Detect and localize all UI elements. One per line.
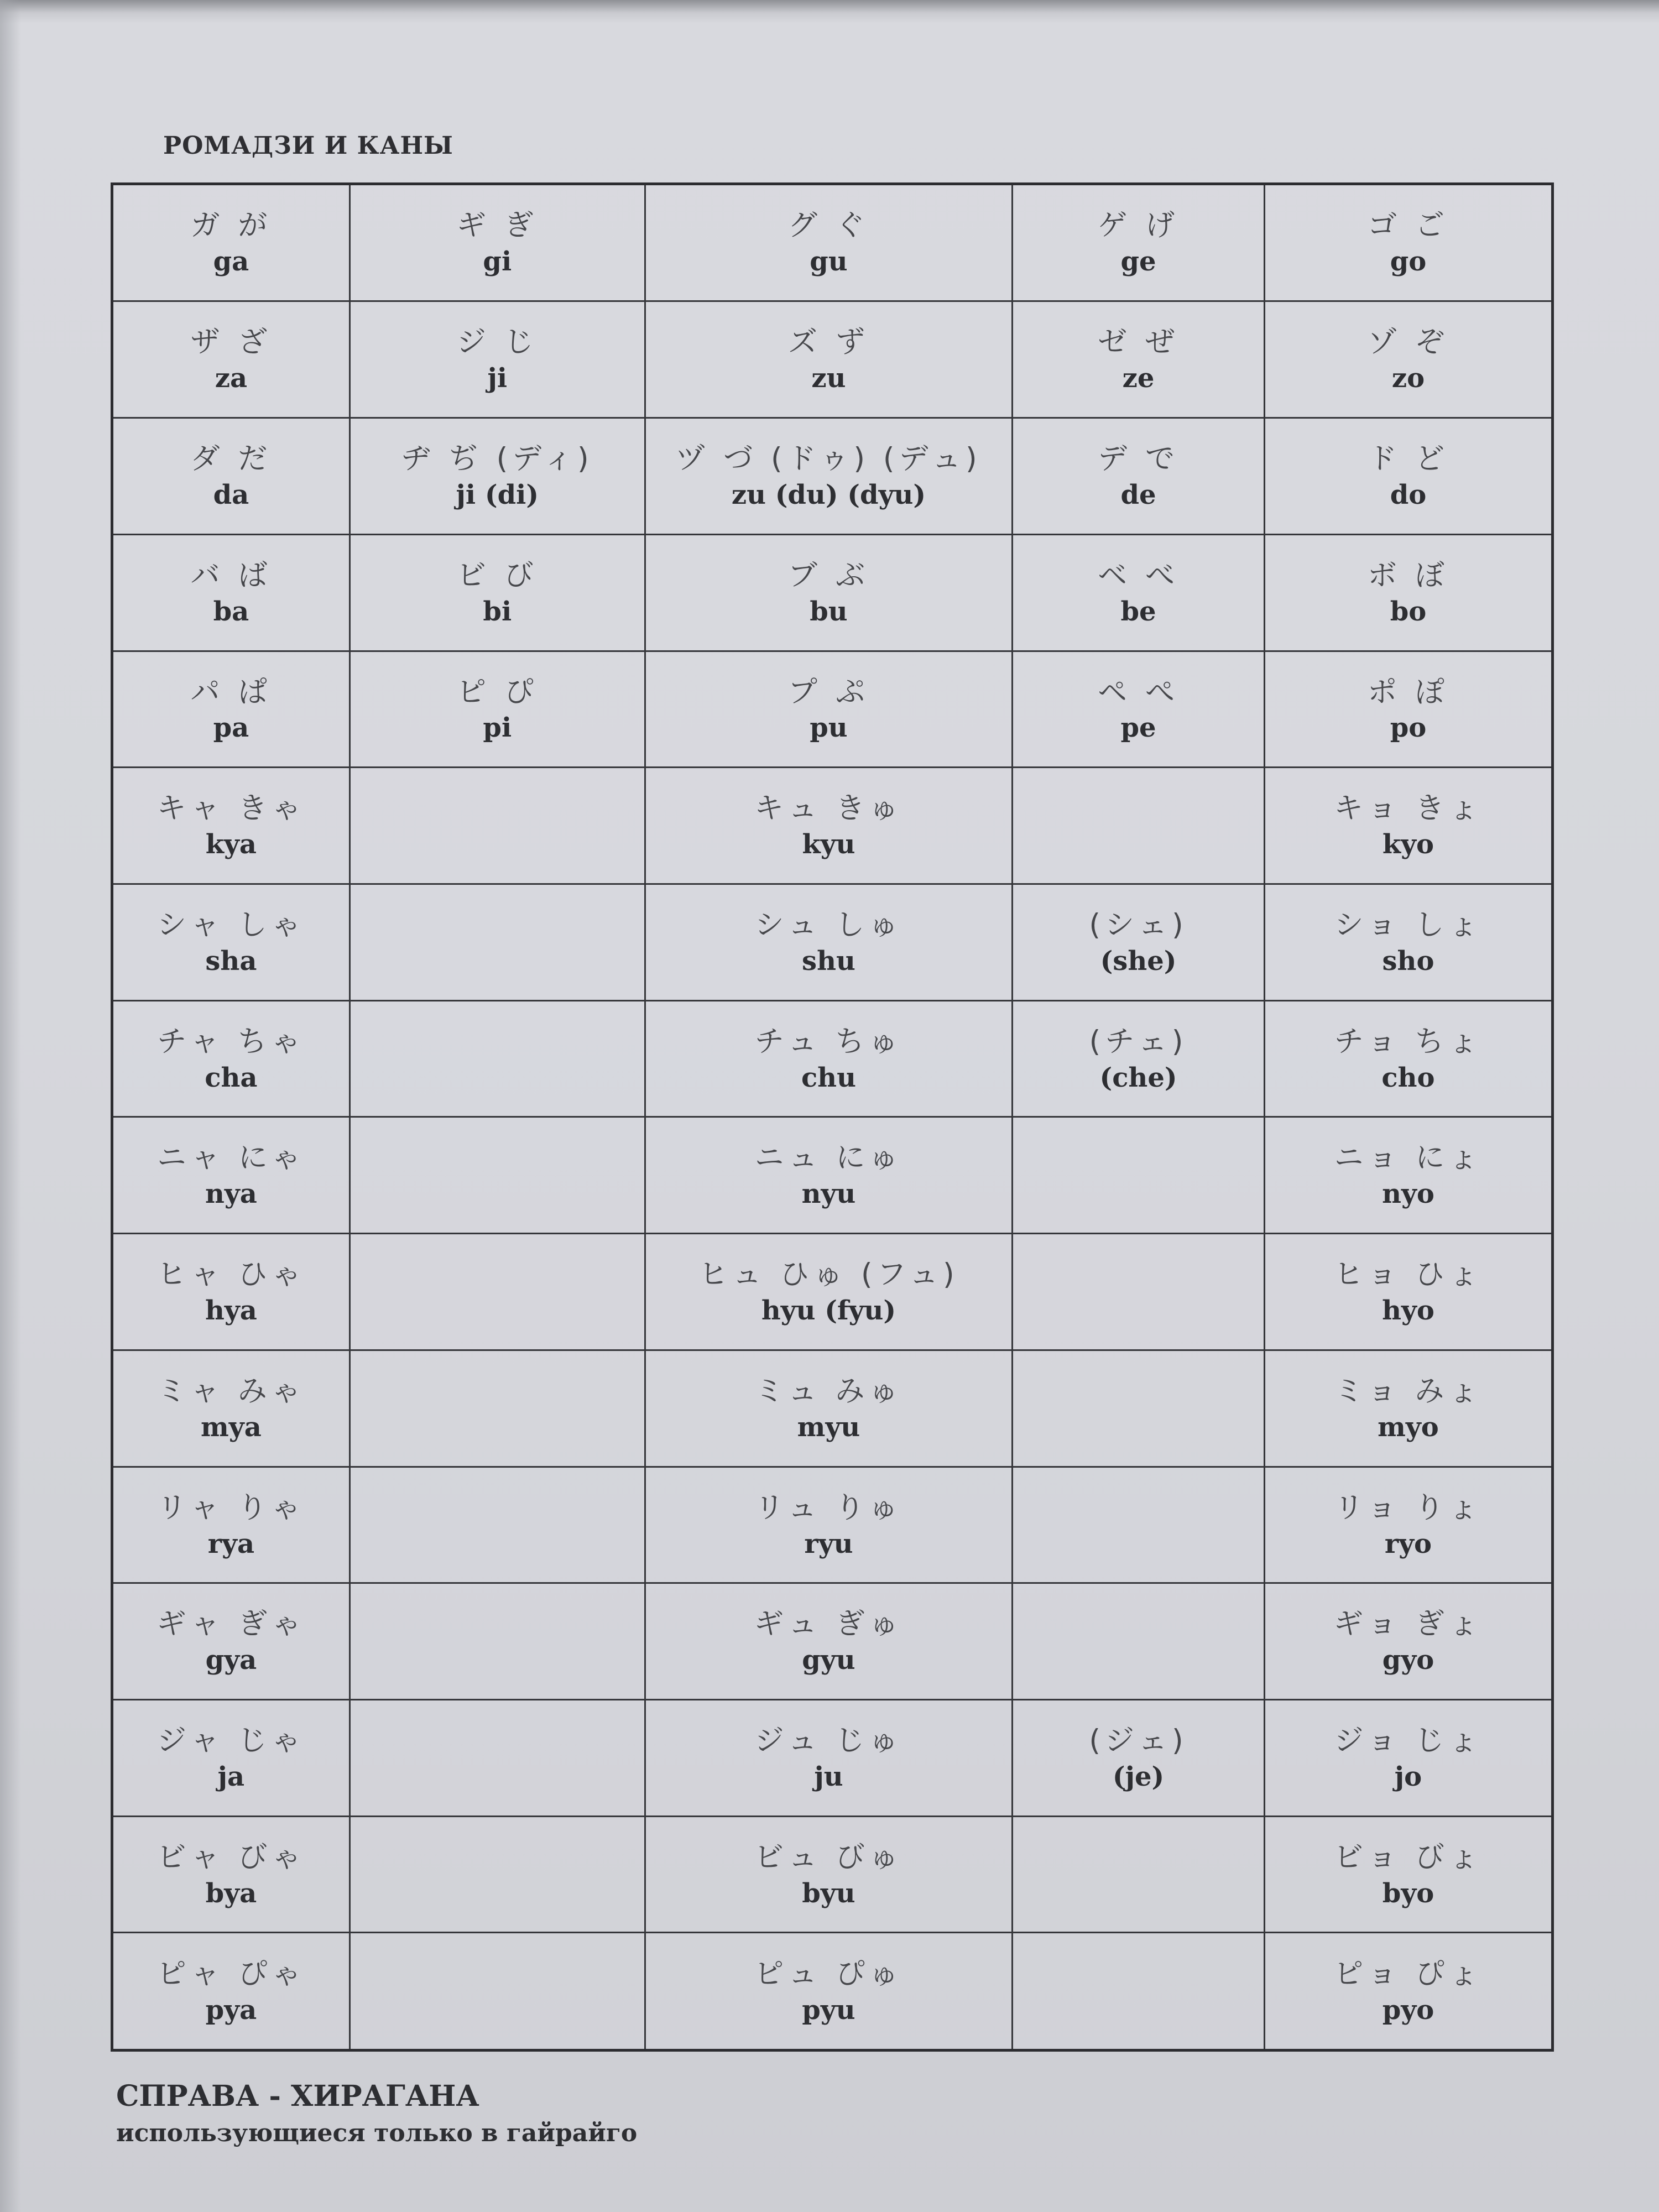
kana-text: ジョ じょ (1334, 1724, 1483, 1758)
romaji-text: gyu (802, 1645, 855, 1676)
table-cell-e-column (1013, 1700, 1265, 1817)
table-cell-a-column (112, 1467, 350, 1583)
table-cell-i-column (349, 651, 645, 768)
romaji-text: pi (483, 712, 512, 744)
kana-text: リュ りゅ (754, 1490, 903, 1525)
romaji-text: gyo (1382, 1645, 1434, 1676)
table-cell-e-column (1013, 301, 1265, 418)
romaji-text: zo (1391, 363, 1425, 394)
kana-text: ピョ ぴょ (1334, 1957, 1483, 1991)
romaji-text: myo (1378, 1411, 1439, 1443)
kana-text: ピャ ぴゃ (156, 1957, 306, 1991)
table-cell-a-column (112, 1816, 350, 1933)
kana-text: ダ だ (190, 442, 272, 476)
table-cell-a-column (112, 1117, 350, 1234)
table-cell-i-column (349, 1234, 645, 1350)
table-cell-o-column (1264, 651, 1552, 768)
romaji-text: go (1390, 246, 1427, 278)
table-cell-o-column (1264, 768, 1552, 884)
table-cell-u-column (645, 768, 1012, 884)
table-cell-u-column (645, 418, 1012, 535)
table-cell-e-column (1013, 1816, 1265, 1933)
romaji-text: hyu (fyu) (761, 1295, 896, 1327)
table-cell-u-column (645, 1583, 1012, 1700)
table-cell-a-column (112, 1583, 350, 1700)
table-cell-o-column (1264, 1000, 1552, 1117)
kana-text: ベ べ (1098, 558, 1179, 592)
page-left-shadow (0, 0, 21, 2212)
kana-text: ジ じ (456, 325, 538, 359)
table-cell-u-column (645, 1234, 1012, 1350)
table-cell-e-column (1013, 884, 1265, 1001)
table-cell-o-column (1264, 1117, 1552, 1234)
table-cell-o-column (1264, 534, 1552, 651)
kana-text: ボ ぼ (1368, 558, 1449, 592)
romaji-text: cha (205, 1062, 258, 1093)
table-cell-u-column (645, 651, 1012, 768)
table-cell-o-column (1264, 1933, 1552, 2051)
kana-text: ミョ みょ (1334, 1374, 1483, 1408)
table-row (112, 1583, 1553, 1700)
table-row (112, 1467, 1553, 1583)
table-cell-a-column (112, 184, 350, 301)
romaji-text: pyu (802, 1994, 855, 2026)
kana-text: グ ぐ (788, 208, 869, 243)
romaji-text: ba (213, 596, 249, 627)
table-row (112, 1234, 1553, 1350)
kana-text: ド ど (1368, 442, 1449, 476)
romaji-text: chu (801, 1062, 856, 1093)
kana-text: ニョ にょ (1334, 1141, 1483, 1175)
kana-text: ビ び (456, 558, 538, 592)
kana-text: ゾ ぞ (1368, 325, 1449, 359)
footer-title: СПРАВА - ХИРАГАНА (116, 2079, 479, 2113)
romaji-text: pu (810, 712, 848, 744)
table-cell-i-column (349, 1000, 645, 1117)
table-cell-i-column (349, 1117, 645, 1234)
kana-text: ビャ びゃ (156, 1840, 306, 1874)
romaji-text: nyo (1382, 1178, 1434, 1210)
kana-text: ゼ ぜ (1098, 325, 1179, 359)
kana-text: バ ば (190, 558, 272, 592)
romaji-text: pya (205, 1994, 257, 2026)
kana-text: リョ りょ (1334, 1490, 1483, 1525)
romaji-text: bi (483, 596, 512, 627)
table-cell-i-column (349, 184, 645, 301)
table-cell-e-column (1013, 418, 1265, 535)
table-cell-e-column (1013, 651, 1265, 768)
romaji-text: hyo (1382, 1295, 1434, 1327)
romaji-text: da (213, 479, 249, 511)
table-cell-a-column (112, 1933, 350, 2051)
kana-text: ガ が (190, 208, 272, 243)
kana-text: ヒョ ひょ (1334, 1258, 1483, 1292)
kana-text: リャ りゃ (157, 1490, 305, 1525)
kana-text: ショ しょ (1334, 907, 1483, 942)
kana-text: デ で (1098, 442, 1179, 476)
romaji-text: ju (814, 1761, 843, 1792)
kana-table-body (112, 184, 1553, 2051)
kana-text: ペ ぺ (1098, 675, 1179, 709)
kana-text: ポ ぽ (1368, 675, 1449, 709)
table-cell-i-column (349, 1700, 645, 1817)
table-cell-i-column (349, 1816, 645, 1933)
kana-text: パ ぱ (190, 675, 272, 709)
table-cell-i-column (349, 768, 645, 884)
romaji-text: nyu (801, 1178, 856, 1210)
kana-text: (シェ) (1089, 907, 1188, 942)
romaji-text: po (1390, 712, 1427, 744)
romaji-text: ze (1122, 363, 1155, 394)
table-row (112, 534, 1553, 651)
table-row (112, 884, 1553, 1001)
table-cell-a-column (112, 301, 350, 418)
kana-text: ミュ みゅ (754, 1374, 903, 1408)
table-cell-e-column (1013, 1350, 1265, 1467)
table-cell-e-column (1013, 1000, 1265, 1117)
table-cell-u-column (645, 301, 1012, 418)
table-cell-i-column (349, 1933, 645, 2051)
table-cell-a-column (112, 418, 350, 535)
romaji-text: gu (810, 246, 848, 278)
kana-text: ニャ にゃ (157, 1141, 305, 1175)
kana-text: ブ ぶ (788, 558, 869, 592)
table-row (112, 418, 1553, 535)
kana-text: (チェ) (1089, 1024, 1188, 1058)
romaji-text: byu (802, 1877, 855, 1909)
kana-text: ヒャ ひゃ (156, 1258, 306, 1292)
kana-text: プ ぷ (788, 675, 869, 709)
kana-text: キャ きゃ (156, 791, 306, 826)
table-cell-u-column (645, 884, 1012, 1001)
footer-subtitle: использующиеся только в гайрайго (116, 2119, 638, 2147)
table-cell-i-column (349, 534, 645, 651)
table-cell-i-column (349, 1467, 645, 1583)
table-row (112, 1700, 1553, 1817)
romaji-text: do (1390, 479, 1427, 511)
table-cell-a-column (112, 534, 350, 651)
kana-text: ヂ ぢ (ディ) (401, 442, 593, 476)
romaji-text: be (1120, 596, 1156, 627)
table-cell-u-column (645, 1816, 1012, 1933)
table-cell-e-column (1013, 534, 1265, 651)
romaji-text: (che) (1099, 1062, 1177, 1093)
table-cell-e-column (1013, 1933, 1265, 2051)
romaji-text: pe (1120, 712, 1156, 744)
kana-text: ジュ じゅ (754, 1724, 903, 1758)
table-cell-o-column (1264, 1467, 1552, 1583)
table-cell-o-column (1264, 418, 1552, 535)
romaji-text: bo (1390, 596, 1427, 627)
table-cell-e-column (1013, 768, 1265, 884)
kana-text: ミャ みゃ (157, 1374, 305, 1408)
romaji-text: za (215, 363, 248, 394)
table-row (112, 768, 1553, 884)
table-row (112, 184, 1553, 301)
kana-table (111, 182, 1554, 2052)
kana-text: ピ ぴ (456, 675, 538, 709)
table-cell-e-column (1013, 1234, 1265, 1350)
romaji-text: (she) (1100, 945, 1177, 977)
table-row (112, 651, 1553, 768)
romaji-text: ryo (1384, 1528, 1432, 1559)
romaji-text: bya (205, 1877, 257, 1909)
romaji-text: ryu (804, 1528, 853, 1559)
romaji-text: zu (811, 363, 846, 394)
kana-text: シュ しゅ (754, 907, 903, 942)
romaji-text: kya (205, 829, 257, 860)
kana-text: チャ ちゃ (157, 1024, 305, 1058)
romaji-text: kyo (1382, 829, 1434, 860)
kana-text: ピュ ぴゅ (754, 1957, 903, 1991)
table-row (112, 301, 1553, 418)
table-cell-a-column (112, 1350, 350, 1467)
table-cell-a-column (112, 768, 350, 884)
kana-text: ゲ げ (1098, 208, 1179, 243)
table-cell-u-column (645, 1117, 1012, 1234)
kana-text: (ジェ) (1089, 1724, 1188, 1758)
table-cell-a-column (112, 1234, 350, 1350)
romaji-text: zu (du) (dyu) (731, 479, 926, 511)
table-cell-u-column (645, 1700, 1012, 1817)
kana-text: ギョ ぎょ (1334, 1607, 1483, 1641)
romaji-text: cho (1381, 1062, 1435, 1093)
table-cell-o-column (1264, 1583, 1552, 1700)
romaji-text: ge (1120, 246, 1156, 278)
table-row (112, 1350, 1553, 1467)
table-cell-o-column (1264, 184, 1552, 301)
romaji-text: ja (217, 1761, 245, 1792)
kana-text: ヒュ ひゅ (フュ) (698, 1258, 959, 1292)
table-cell-i-column (349, 418, 645, 535)
table-cell-a-column (112, 1000, 350, 1117)
table-cell-u-column (645, 534, 1012, 651)
table-row (112, 1933, 1553, 2051)
romaji-text: nya (205, 1178, 257, 1210)
kana-text: ゴ ご (1368, 208, 1449, 243)
table-row (112, 1117, 1553, 1234)
page-top-shadow (0, 0, 1659, 23)
table-cell-u-column (645, 1933, 1012, 2051)
table-cell-i-column (349, 884, 645, 1001)
table-cell-i-column (349, 301, 645, 418)
romaji-text: ji (di) (456, 479, 539, 511)
romaji-text: sho (1382, 945, 1434, 977)
kana-text: キョ きょ (1334, 791, 1483, 826)
table-cell-i-column (349, 1583, 645, 1700)
romaji-text: bu (810, 596, 848, 627)
romaji-text: ga (213, 246, 249, 278)
romaji-text: rya (207, 1528, 255, 1559)
romaji-text: kyu (802, 829, 855, 860)
romaji-text: (je) (1112, 1761, 1165, 1792)
table-cell-o-column (1264, 1700, 1552, 1817)
table-cell-o-column (1264, 884, 1552, 1001)
table-cell-o-column (1264, 301, 1552, 418)
romaji-text: pyo (1382, 1994, 1434, 2026)
kana-text: チュ ちゅ (754, 1024, 903, 1058)
table-cell-e-column (1013, 1467, 1265, 1583)
romaji-text: byo (1382, 1877, 1434, 1909)
table-cell-o-column (1264, 1350, 1552, 1467)
kana-text: ビュ びゅ (754, 1840, 903, 1874)
table-cell-u-column (645, 1000, 1012, 1117)
romaji-text: jo (1394, 1761, 1422, 1792)
kana-text: ギャ ぎゃ (156, 1607, 306, 1641)
table-cell-u-column (645, 184, 1012, 301)
kana-text: ビョ びょ (1334, 1840, 1483, 1874)
romaji-text: myu (797, 1411, 860, 1443)
romaji-text: sha (205, 945, 257, 977)
kana-text: ニュ にゅ (754, 1141, 903, 1175)
kana-text: ズ ず (788, 325, 869, 359)
kana-text: ジャ じゃ (157, 1724, 305, 1758)
kana-text: ザ ざ (190, 325, 272, 359)
kana-table-container (111, 182, 1554, 2052)
romaji-text: de (1120, 479, 1156, 511)
kana-text: ギ ぎ (456, 208, 538, 243)
kana-text: キュ きゅ (754, 791, 903, 826)
kana-text: チョ ちょ (1334, 1024, 1483, 1058)
table-cell-a-column (112, 651, 350, 768)
table-row (112, 1000, 1553, 1117)
kana-text: ギュ ぎゅ (754, 1607, 903, 1641)
document-title: РОМАДЗИ И КАНЫ (163, 132, 453, 160)
table-cell-o-column (1264, 1816, 1552, 1933)
romaji-text: shu (802, 945, 855, 977)
romaji-text: ji (487, 363, 508, 394)
table-cell-a-column (112, 1700, 350, 1817)
table-cell-e-column (1013, 184, 1265, 301)
romaji-text: mya (201, 1411, 262, 1443)
romaji-text: hya (205, 1295, 257, 1327)
kana-text: ヅ づ (ドゥ) (デュ) (676, 442, 982, 476)
kana-text: シャ しゃ (157, 907, 305, 942)
table-cell-i-column (349, 1350, 645, 1467)
romaji-text: gya (205, 1645, 257, 1676)
romaji-text: pa (213, 712, 249, 744)
romaji-text: gi (483, 246, 512, 278)
table-cell-u-column (645, 1467, 1012, 1583)
table-cell-e-column (1013, 1583, 1265, 1700)
table-cell-e-column (1013, 1117, 1265, 1234)
table-cell-u-column (645, 1350, 1012, 1467)
table-row (112, 1816, 1553, 1933)
table-cell-o-column (1264, 1234, 1552, 1350)
table-cell-a-column (112, 884, 350, 1001)
